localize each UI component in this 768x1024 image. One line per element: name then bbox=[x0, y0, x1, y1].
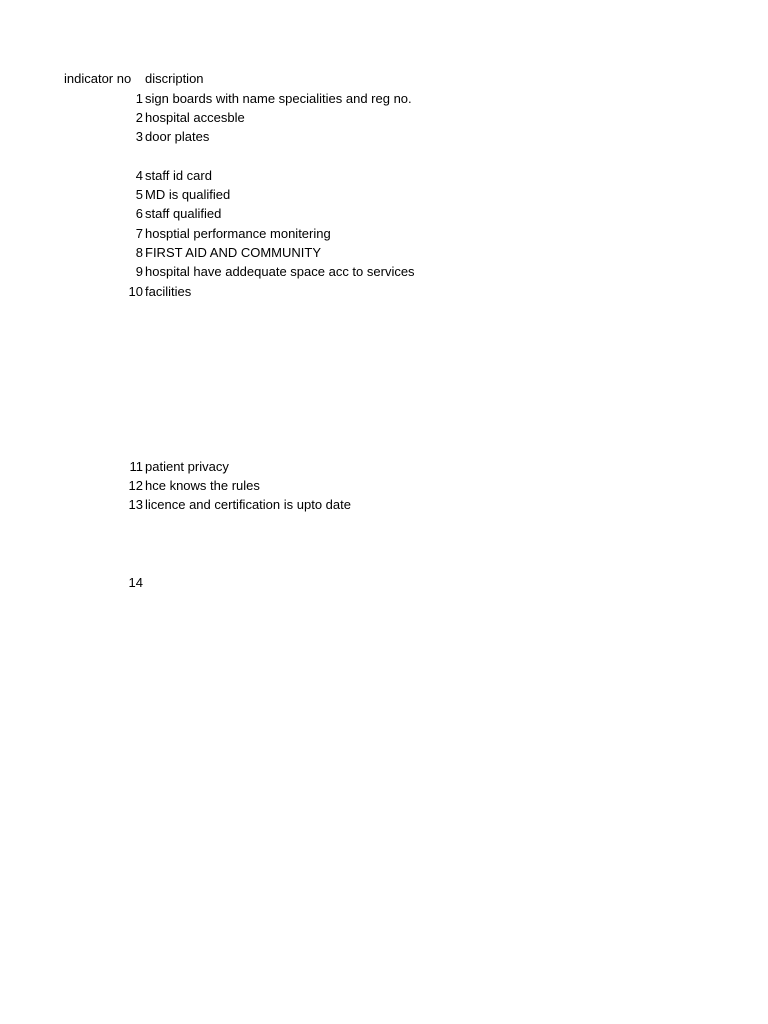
indicator-description: door plates bbox=[145, 129, 210, 144]
table-row bbox=[0, 245, 768, 264]
table-row bbox=[0, 168, 768, 187]
indicator-number: 10 bbox=[128, 284, 143, 299]
indicator-description: staff id card bbox=[145, 168, 212, 183]
table-row bbox=[0, 459, 768, 478]
indicator-description: sign boards with name specialities and reg no. bbox=[145, 91, 412, 106]
table-row bbox=[0, 478, 768, 497]
table-row bbox=[0, 129, 768, 148]
indicator-number: 9 bbox=[135, 264, 143, 279]
indicator-number: 6 bbox=[135, 206, 143, 221]
indicator-number: 7 bbox=[135, 226, 143, 241]
table-row bbox=[0, 206, 768, 225]
indicator-number: 12 bbox=[128, 478, 143, 493]
indicator-number: 3 bbox=[135, 129, 143, 144]
indicator-no-header: indicator no bbox=[64, 71, 132, 86]
indicator-description: hospital accesble bbox=[145, 110, 245, 125]
indicator-number: 11 bbox=[129, 459, 143, 474]
indicator-description: staff qualified bbox=[145, 206, 222, 221]
indicator-description: facilities bbox=[145, 284, 192, 299]
indicator-number: 5 bbox=[135, 187, 143, 202]
indicator-number: 13 bbox=[128, 497, 143, 512]
table-row bbox=[0, 264, 768, 283]
description-header: discription bbox=[145, 71, 204, 86]
indicator-description: FIRST AID AND COMMUNITY bbox=[145, 245, 321, 260]
indicator-description: hce knows the rules bbox=[145, 478, 260, 493]
indicator-description: hosptial performance monitering bbox=[145, 226, 331, 241]
indicator-number: 1 bbox=[135, 91, 143, 106]
table-row bbox=[0, 497, 768, 516]
indicator-number: 4 bbox=[135, 168, 143, 183]
table-row bbox=[0, 110, 768, 129]
table-row bbox=[0, 187, 768, 206]
table-row bbox=[0, 284, 768, 303]
table-row bbox=[0, 91, 768, 110]
indicator-number: 14 bbox=[128, 575, 143, 590]
table-row bbox=[0, 226, 768, 245]
indicator-description: licence and certification is upto date bbox=[145, 497, 351, 512]
indicator-number: 8 bbox=[135, 245, 143, 260]
table-row bbox=[0, 575, 768, 594]
indicator-description: hospital have addequate space acc to services bbox=[145, 264, 415, 279]
indicator-number: 2 bbox=[135, 110, 143, 125]
indicator-description: patient privacy bbox=[145, 459, 229, 474]
indicator-description: MD is qualified bbox=[145, 187, 231, 202]
